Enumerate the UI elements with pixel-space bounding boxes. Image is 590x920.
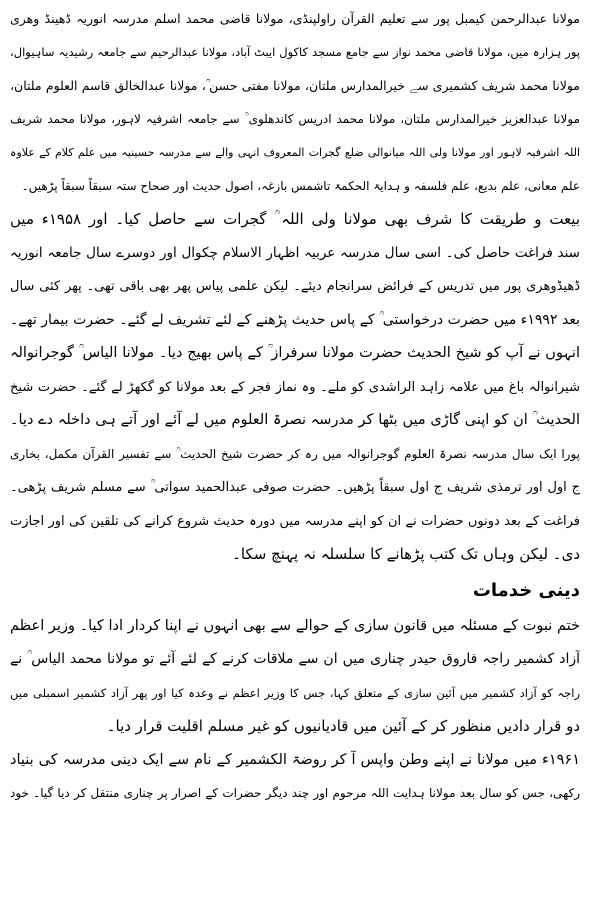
section-heading: دینی خدمات [472,579,580,601]
text-line: آزاد کشمیر راجہ فاروق حیدر چناری میں ان سے ملاقات کرنے کے لئے آئے تو مولانا محمد الیاس ؒ نے [10,651,580,667]
text-line: رکھی، جس کو سال بعد مولانا ہدایت اللہ مرحوم اور چند دیگر حضرات کے اصرار پر چناری منتقل کر دیا گیا۔ خود [10,786,580,800]
text-line: ج اول اور ترمذی شریف ج اول سبقاً پڑھیں۔ حضرت صوفی عبدالحمید سواتی ؒ سے مسلم شریف پڑھی۔ [10,480,580,495]
text-line: دو قرار دادیں منظور کر کے آئین میں قادیانیوں کو غیر مسلم اقلیت قرار دیا۔ [106,717,580,735]
text-line: فراغت کے بعد دونوں حضرات نے ان کو اپنے مدرسہ میں دورہ حدیث شروع کرانے کی تلقین کی اور اجازت [10,513,580,529]
text-line: مولانا محمد شریف کشمیری سے خیرالمدارس ملتان، مولانا مفتی حسن ؒ، مولانا عبدالخالق قاسم العلوم ملتان، [10,78,580,93]
text-line: بعد ۱۹۹۲ء میں حضرت درخواستی ؒ کے پاس حدیث پڑھنے کے لئے تشریف لے گئے۔ حضرت بیمار تھے۔ [10,311,580,328]
paragraph-khatm-nubuwwat [10,610,580,744]
text-line: دی۔ لیکن وہاں تک کتب پڑھانے کا سلسلہ نہ پہنچ سکا۔ [232,545,580,563]
text-line: علم معانی، علم بدیع، علم فلسفہ و ہدایۃ الحکمۃ تاشمس بازغہ، اصول حدیث اور صحاح ستہ سبقاً سبقاً پڑھیں۔ [21,178,580,193]
text-line: پورا ایک سال مدرسہ نصرۃ العلوم گوجرانوالہ میں رہ کر حضرت شیخ الحدیث ؒ سے تفسیر القرآن مکمل، بخاری [10,446,580,461]
text-line: ڈھیڈوھری پور میں تدریس کے فرائض سرانجام دیئے۔ لیکن علمی پیاس پھر بھی باقی تھی۔ پھر کئی سال [10,279,580,294]
text-line: انہوں نے آپ کو شیخ الحدیث حضرت مولانا سرفراز ؒ کے پاس بھیج دیا۔ مولانا الیاس ؒ گوجرانوالہ [10,345,580,361]
text-line: شیرانوالہ باغ میں علامہ زاہد الراشدی کو ملے۔ وہ نماز فجر کے بعد مولانا کو گکھڑ لے گئے۔ حضرت شیخ [10,379,580,395]
paragraph-teachers [10,2,580,203]
text-line: ختم نبوت کے مسئلہ میں قانون سازی کے حوالے سے بھی انہوں نے اپنا کردار ادا کیا۔ وزیر اعظم [10,617,580,634]
text-line: الحدیث ؒ ان کو اپنی گاڑی میں بٹھا کر مدرسہ نصرۃ العلوم میں لے آئے اور آتے ہی داخلہ دے دیا۔ [10,412,580,428]
text-line: راجہ کو آزاد کشمیر میں آئین سازی کے متعلق کہا، جس کا وزیر اعظم نے وعدہ کیا اور پھر آزاد کشمیر اسمبلی میں [10,685,580,700]
text-line: سند فراغت حاصل کی۔ اسی سال مدرسہ عربیہ اظہار الاسلام چکوال اور دوسرے سال جامعہ انوریہ [10,244,580,261]
paragraph-bayat [10,203,580,572]
text-line: بیعت و طریقت کا شرف بھی مولانا ولی اللہ ؒ گجرات سے حاصل کیا۔ اور ۱۹۵۸ء میں [10,210,580,228]
document-page [10,2,580,918]
text-line: مولانا عبدالرحمن کیمبل پور سے تعلیم القرآن راولپنڈی، مولانا قاضی محمد اسلم مدرسہ انوریہ ڈھینڈ وھری [10,11,580,26]
text-line: ۱۹۶۱ء میں مولانا نے اپنے وطن واپس آ کر روضۃ الکشمیر کے نام سے ایک دینی مدرسہ کی بنیاد [10,751,580,768]
text-line: اللہ اشرفیہ لاہور اور مولانا ولی اللہ میانوالی ضلع گجرات المعروف انہی والے سے مدرسہ حسینیہ میں علم کلام کے علاوہ [10,146,580,159]
paragraph-madrasa [10,744,580,811]
text-line: مولانا عبدالعزیز خیرالمدارس ملتان، مولانا محمد ادریس کاندھلوی ؒ سے جامعہ اشرفیہ لاہور، مولانا محمد شریف [10,111,580,126]
text-line: پور ہزارہ میں، مولانا قاضی محمد نواز سے جامع مسجد کاکول ایبٹ آباد، مولانا عبدالرحیم سے جامعہ رشیدیہ ساہیوال، [10,44,580,59]
